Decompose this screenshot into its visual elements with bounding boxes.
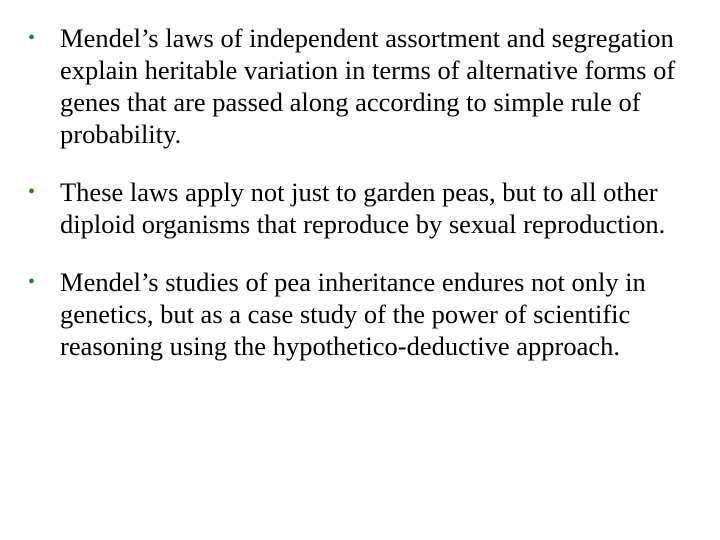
bullet-marker-icon: • <box>28 181 36 203</box>
bullet-text: Mendel’s studies of pea inheritance endures not only in genetics, but as a case study of the power of scientific reasoning using the hypothetico-deductive approach. <box>60 267 646 361</box>
bullet-item <box>28 22 698 150</box>
bullet-text: Mendel’s laws of independent assortment and segregation explain heritable variation in terms of alternative forms of genes that are passed along according to simple rule of probability. <box>60 23 676 149</box>
bullet-item <box>28 266 698 362</box>
bullet-marker-icon: • <box>28 271 36 293</box>
bullet-item <box>28 176 698 240</box>
bullet-list <box>28 22 698 388</box>
bullet-text: These laws apply not just to garden peas, but to all other diploid organisms that reproduce by sexual reproduction. <box>60 177 666 239</box>
bullet-marker-icon: • <box>28 27 36 49</box>
